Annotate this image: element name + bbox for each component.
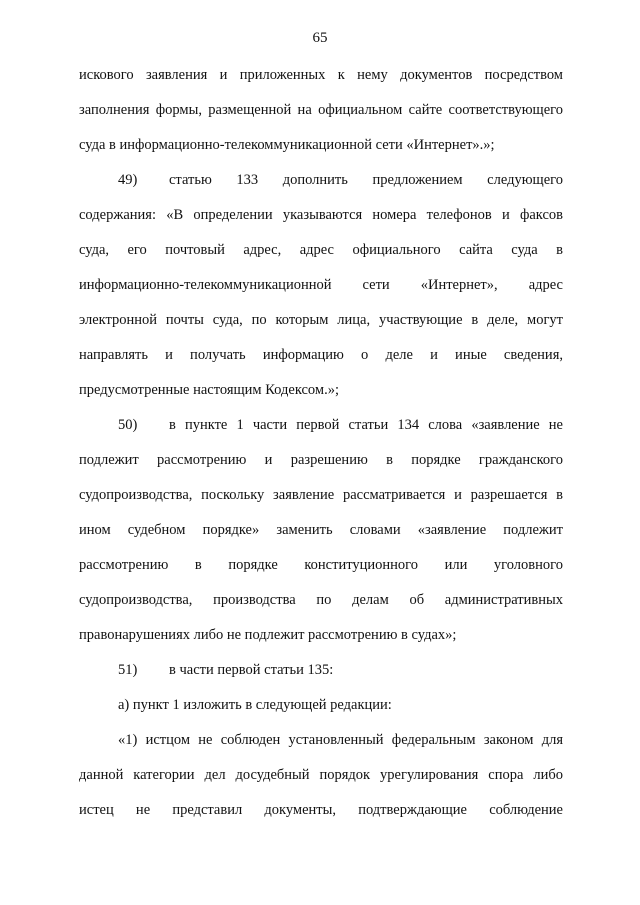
text-line: суда в информационно-телекоммуникационной сети «Интернет».»; — [79, 137, 495, 153]
text-line: электронной почты суда, по которым лица, участвующие в деле, могут — [79, 312, 563, 328]
text-line: заполнения формы, размещенной на официальном сайте соответствующего — [79, 102, 563, 118]
text-line: «1) истцом не соблюден установленный федеральным законом для — [118, 732, 563, 748]
text-line: истец не представил документы, подтверждающие соблюдение — [79, 802, 563, 818]
page-number: 65 — [312, 30, 328, 46]
text-line: направлять и получать информацию о деле и иные сведения, — [79, 347, 563, 363]
text-line: судопроизводства, поскольку заявление рассматривается и разрешается в — [79, 487, 563, 503]
item-number: 50) — [118, 417, 138, 433]
text-line: содержания: «В определении указываются номера телефонов и факсов — [79, 207, 563, 223]
text-line: суда, его почтовый адрес, адрес официального сайта суда в — [79, 242, 563, 258]
text-line: правонарушениях либо не подлежит рассмотрению в судах»; — [79, 627, 457, 643]
item-number: 49) — [118, 172, 138, 188]
item-text: в пункте 1 части первой статьи 134 слова «заявление не — [169, 417, 563, 433]
text-line: подлежит рассмотрению и разрешению в порядке гражданского — [79, 452, 563, 468]
text-line: данной категории дел досудебный порядок урегулирования спора либо — [79, 767, 563, 783]
text-line: искового заявления и приложенных к нему документов посредством — [79, 67, 563, 83]
item-number: 51) — [118, 662, 138, 678]
text-line: а) пункт 1 изложить в следующей редакции: — [118, 697, 392, 713]
text-line: судопроизводства, производства по делам об административных — [79, 592, 563, 608]
item-text: статью 133 дополнить предложением следующего — [169, 172, 563, 188]
text-line: рассмотрению в порядке конституционного или уголовного — [79, 557, 563, 573]
item-text: в части первой статьи 135: — [169, 662, 334, 678]
text-line: ином судебном порядке» заменить словами «заявление подлежит — [79, 522, 563, 538]
text-line: информационно-телекоммуникационной сети «Интернет», адрес — [79, 277, 563, 293]
text-line: предусмотренные настоящим Кодексом.»; — [79, 382, 339, 398]
